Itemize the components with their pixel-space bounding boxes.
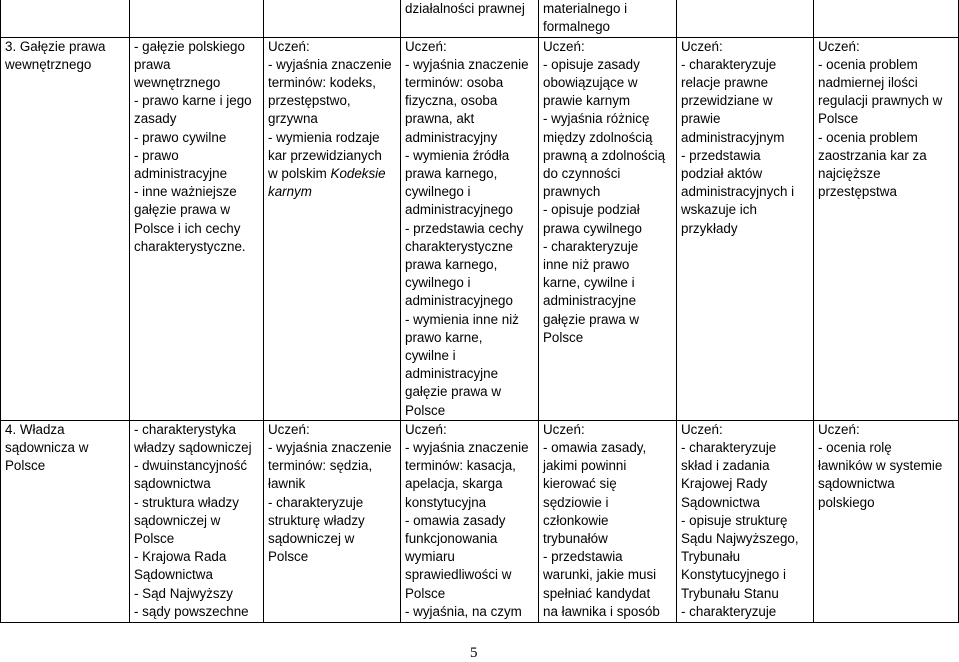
- cell-line: karne, cywilne i: [543, 275, 635, 291]
- cell-line: polskiego: [818, 494, 875, 510]
- cell: [539, 0, 677, 37]
- cell-line: najcięższe: [818, 165, 881, 181]
- cell-line: Polsce: [268, 549, 309, 565]
- cell-line: Polsce: [543, 329, 584, 345]
- cell-line: - inne ważniejsze: [134, 184, 237, 200]
- cell-line: administracyjnych i: [681, 184, 795, 200]
- cell-line: Uczeń:: [818, 421, 860, 437]
- cell-line: - opisuje strukturę: [681, 512, 788, 528]
- cell-line: gałęzie prawa w: [543, 311, 640, 327]
- cell-line: strukturę władzy: [268, 512, 365, 528]
- cell-requirements-extended: [401, 37, 539, 420]
- cell-line: - przedstawia: [543, 549, 623, 565]
- cell-line: relacje prawne: [681, 74, 769, 90]
- cell-line: - prawo cywilne: [134, 129, 227, 145]
- cell-line: Krajowej Rady: [681, 476, 768, 492]
- cell-line: sądowniczej w: [268, 530, 355, 546]
- cell-line: Uczeń:: [681, 38, 723, 54]
- kodeks-name: karnym: [268, 184, 312, 200]
- cell-line: - prawo: [134, 147, 179, 163]
- cell-line: funkcjonowania: [405, 530, 498, 546]
- cell-line: sądownictwa: [134, 476, 211, 492]
- cell-line: apelacja, skarga: [405, 476, 503, 492]
- cell-line: Trybunału: [681, 549, 741, 565]
- cell-line: - wymienia źródła: [405, 147, 510, 163]
- cell-line: działalności prawnej: [405, 1, 525, 16]
- cell-line: [268, 165, 396, 183]
- cell-line: - prawo karne i jego: [134, 93, 252, 109]
- cell-line: - omawia zasady: [405, 512, 506, 528]
- cell-line: 3. Gałęzie prawa: [5, 38, 106, 54]
- cell-line: Konstytucyjnego i: [681, 567, 786, 583]
- cell-requirements-basic: [264, 37, 401, 420]
- cell-line: - Krajowa Rada: [134, 549, 227, 565]
- cell-line: Uczeń:: [818, 38, 860, 54]
- cell-line: - sądy powszechne: [134, 603, 249, 619]
- cell-line: - wyjaśnia znaczenie: [405, 56, 529, 72]
- cell-line: sędziowie i: [543, 494, 609, 510]
- cell-line: - wyjaśnia znaczenie: [268, 56, 392, 72]
- cell-topic: [1, 37, 130, 420]
- cell-line: cywilne i: [405, 347, 456, 363]
- cell-line: członkowie: [543, 512, 609, 528]
- cell-line: charakterystyczne.: [134, 238, 246, 254]
- cell-line: Polsce: [5, 458, 46, 474]
- cell-line: Uczeń:: [405, 421, 447, 437]
- cell-line: - gałęzie polskiego: [134, 38, 245, 54]
- cell-topic: [1, 420, 130, 622]
- cell-line: konstytucyjna: [405, 494, 487, 510]
- cell-line: sądownicza w: [5, 439, 89, 455]
- cell-line: - ocenia problem: [818, 129, 918, 145]
- cell-line: administracyjnego: [405, 293, 513, 309]
- cell-line: - opisuje zasady: [543, 56, 640, 72]
- cell-line: nadmiernej ilości: [818, 74, 918, 90]
- cell-line: Uczeń:: [268, 421, 310, 437]
- cell-line: cywilnego i: [405, 275, 471, 291]
- cell-line: - wyjaśnia różnicę: [543, 111, 650, 127]
- cell-line: Polsce: [134, 530, 175, 546]
- cell-line: Sądu Najwyższego,: [681, 530, 799, 546]
- cell-line-text: w polskim: [268, 165, 331, 181]
- cell-line: Polsce: [405, 402, 446, 418]
- kodeks-name: Kodeksie: [330, 165, 386, 181]
- cell-line: - charakteryzuje: [681, 439, 777, 455]
- cell-line: cywilnego i: [405, 184, 471, 200]
- cell-line: - charakterystyka: [134, 421, 236, 437]
- cell-line: regulacji prawnych w: [818, 93, 943, 109]
- table-row-continuation: [1, 0, 959, 37]
- cell-requirements-advanced: [677, 37, 814, 420]
- cell-line: inne niż prawo: [543, 256, 630, 272]
- cell-line: terminów: osoba: [405, 74, 504, 90]
- cell-line: fizyczna, osoba: [405, 93, 498, 109]
- cell-line: - wyjaśnia znaczenie: [268, 439, 392, 455]
- cell-line: prawa karnego,: [405, 256, 498, 272]
- cell-line: Uczeń:: [543, 38, 585, 54]
- cell-requirements-expanded: [539, 37, 677, 420]
- cell-line: - charakteryzuje: [268, 494, 364, 510]
- cell-line: sądowniczej w: [134, 512, 221, 528]
- cell-line: Trybunału Stanu: [681, 585, 779, 601]
- cell-line: prawie: [681, 111, 721, 127]
- cell-requirements-excellent: [814, 37, 959, 420]
- cell-line: wskazuje ich: [681, 202, 757, 218]
- cell-line: administracyjne: [543, 293, 637, 309]
- cell-line: przestępstwo,: [268, 93, 351, 109]
- cell-line: prawo karne,: [405, 329, 483, 345]
- cell-line: skład i zadania: [681, 458, 770, 474]
- cell-line: zasady: [134, 111, 177, 127]
- cell-line: - charakteryzuje: [681, 56, 777, 72]
- cell-line: formalnego: [543, 19, 610, 35]
- cell-line: prawnych: [543, 184, 601, 200]
- cell-line: prawa karnego,: [405, 165, 498, 181]
- cell-line: [268, 183, 396, 201]
- cell: [401, 0, 539, 37]
- cell-requirements-excellent: [814, 420, 959, 622]
- cell-line: władzy sądowniczej: [134, 439, 252, 455]
- cell-line: administracyjny: [405, 129, 498, 145]
- page-number: 5: [470, 645, 478, 661]
- cell-line: - struktura władzy: [134, 494, 239, 510]
- cell-line: - przedstawia: [681, 147, 761, 163]
- cell-line: prawna, akt: [405, 111, 475, 127]
- cell-line: przestępstwa: [818, 184, 897, 200]
- cell-line: 4. Władza: [5, 421, 65, 437]
- cell-line: wewnętrznego: [5, 56, 92, 72]
- cell-line: wymiaru: [405, 549, 455, 565]
- cell-line: Polsce: [405, 585, 446, 601]
- cell-line: - opisuje podział: [543, 202, 640, 218]
- cell-content: [130, 37, 264, 420]
- table-row-section-4: [1, 420, 959, 622]
- cell-line: zaostrzania kar za: [818, 147, 927, 163]
- cell-line: Uczeń:: [543, 421, 585, 437]
- cell-line: trybunałów: [543, 530, 608, 546]
- cell-content: [130, 420, 264, 622]
- cell-line: prawną a zdolnością: [543, 147, 666, 163]
- cell-line: Polsce: [818, 111, 859, 127]
- cell-line: jakimi powinni: [543, 458, 627, 474]
- cell-line: między zdolnością: [543, 129, 653, 145]
- cell-line: obowiązujące w: [543, 74, 638, 90]
- cell-line: - wymienia inne niż: [405, 311, 519, 327]
- cell-line: - wyjaśnia znaczenie: [405, 439, 529, 455]
- cell-line: ławnik: [268, 476, 306, 492]
- cell-line: administracyjne: [405, 366, 499, 382]
- cell-line: Uczeń:: [405, 38, 447, 54]
- cell-line: gałęzie prawa w: [134, 202, 231, 218]
- cell-line: wewnętrznego: [134, 74, 221, 90]
- cell-line: prawa: [134, 56, 171, 72]
- cell-line: materialnego i: [543, 1, 628, 16]
- cell-line: kar przewidzianych: [268, 147, 382, 163]
- table-row-section-3: [1, 37, 959, 420]
- cell-requirements-advanced: [677, 420, 814, 622]
- cell-line: ławników w systemie: [818, 458, 943, 474]
- cell-requirements-basic: [264, 420, 401, 622]
- cell-line: - ocenia problem: [818, 56, 918, 72]
- cell-line: Polsce i ich cechy: [134, 220, 241, 236]
- cell-requirements-extended: [401, 420, 539, 622]
- cell-line: - ocenia rolę: [818, 439, 892, 455]
- cell-line: - przedstawia cechy: [405, 220, 524, 236]
- cell-line: terminów: kodeks,: [268, 74, 376, 90]
- cell-line: prawie karnym: [543, 93, 631, 109]
- cell-line: Sądownictwa: [681, 494, 760, 510]
- cell-line: na ławnika i sposób: [543, 603, 660, 619]
- cell-line: - charakteryzuje: [543, 238, 639, 254]
- cell-line: kierować się: [543, 476, 617, 492]
- cell-line: przewidziane w: [681, 93, 773, 109]
- cell-line: Uczeń:: [681, 421, 723, 437]
- cell-line: - omawia zasady,: [543, 439, 647, 455]
- cell-line: spełniać kandydat: [543, 585, 651, 601]
- cell-line: terminów: kasacja,: [405, 458, 516, 474]
- cell-line: - wymienia rodzaje: [268, 129, 380, 145]
- cell-line: sprawiedliwości w: [405, 567, 512, 583]
- cell-line: administracyjnym: [681, 129, 785, 145]
- cell-line: do czynności: [543, 165, 621, 181]
- cell-line: - charakteryzuje: [681, 603, 777, 619]
- cell-line: Sądownictwa: [134, 567, 213, 583]
- cell-line: - dwuinstancyjność: [134, 458, 248, 474]
- cell-line: podział aktów: [681, 165, 763, 181]
- cell-line: warunki, jakie musi: [543, 567, 657, 583]
- cell-line: - Sąd Najwyższy: [134, 585, 233, 601]
- cell-line: grzywna: [268, 111, 318, 127]
- cell-line: sądownictwa: [818, 476, 895, 492]
- cell-requirements-expanded: [539, 420, 677, 622]
- cell-line: - wyjaśnia, na czym: [405, 603, 522, 619]
- cell-line: terminów: sędzia,: [268, 458, 373, 474]
- cell-line: gałęzie prawa w: [405, 384, 502, 400]
- cell-line: administracyjne: [134, 165, 228, 181]
- cell-line: administracyjnego: [405, 202, 513, 218]
- cell-line: charakterystyczne: [405, 238, 513, 254]
- cell-line: przykłady: [681, 220, 738, 236]
- cell-line: Uczeń:: [268, 38, 310, 54]
- cell-line: prawa cywilnego: [543, 220, 642, 236]
